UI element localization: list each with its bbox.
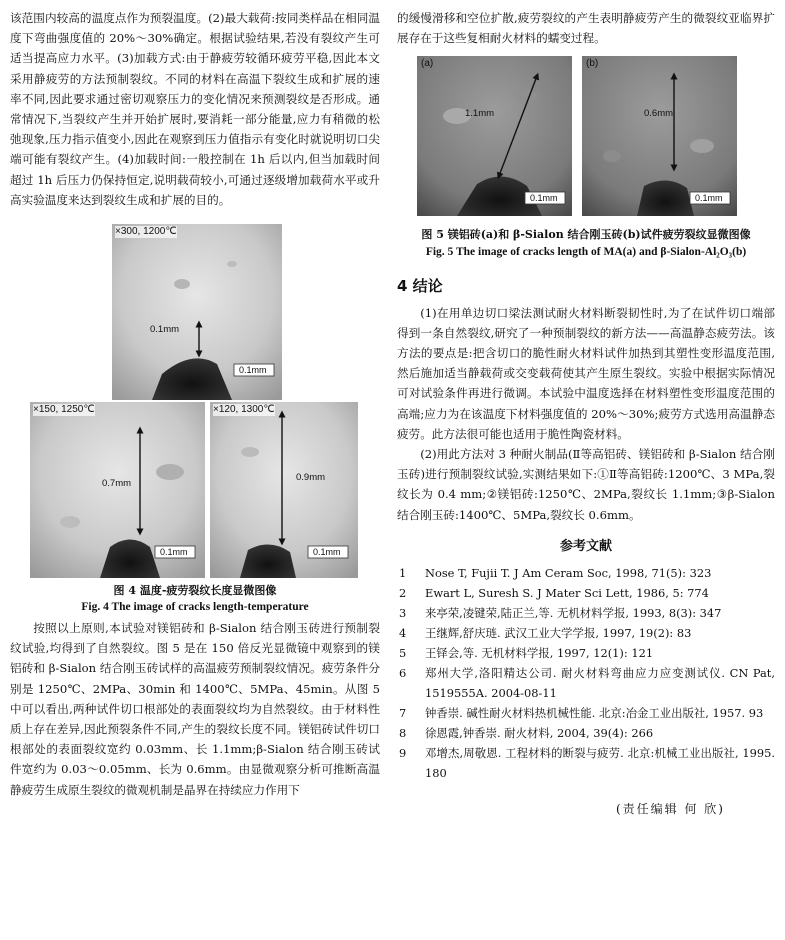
reference-text: 钟香崇. 碱性耐火材料热机械性能. 北京:冶金工业出版社, 1957. 93 [425,706,764,721]
reference-number: 7 [399,706,407,721]
fig4-panel-2-label: ×150, 1250℃ [33,404,95,416]
figure-5 [397,56,775,268]
reference-number: 5 [399,646,407,661]
reference-number: 9 [399,746,407,761]
fig4-caption-en: Fig. 4 The image of cracks length-temperature [81,601,309,614]
reference-item [397,583,775,603]
reference-text: 王铎会,等. 无机材料学报, 1997, 12(1): 121 [425,646,654,661]
reference-text: 邓增杰,周敬恩. 工程材料的断裂与疲劳. 北京:机械工业出版社, 1995. 180 [425,746,775,781]
fig4-panel-1 [112,224,282,400]
continued-paragraph: 的缓慢滑移和空位扩散,疲劳裂纹的产生表明静疲劳产生的微裂纹亚临界扩展存在于这些复相耐火材料的蠕变过程。 [397,11,775,46]
right-column [397,8,775,819]
conclusion-paragraph-2: (2)用此方法对 3 种耐火制品(Ⅱ等高铝砖、镁铝砖和 β-Sialon 结合刚玉砖)进行预制裂纹试验,实测结果如下:①Ⅱ等高铝砖:1200℃、3 MPa,裂纹长为 0.4 mm;②镁铝砖:1250℃、2MPa,裂纹长 1.1mm;③β-Sialon 结合刚玉砖:1400℃、5MPa,裂纹长 0.6mm。 [397,447,775,522]
reference-item [397,563,775,583]
fig5-panel-b [582,56,737,216]
fig4-panel-2-length: 0.7mm [102,478,132,490]
section-title: 4 结论 [397,277,443,296]
reference-item [397,663,775,703]
reference-number: 6 [399,666,407,681]
fig5-panel-a-length: 1.1mm [465,108,495,120]
reference-number: 2 [399,586,407,601]
fig4-panel-2-scale: 0.1mm [160,547,188,558]
fig4-panel-1-scale: 0.1mm [239,365,267,376]
body-paragraph-2: 按照以上原则,本试验对镁铝砖和 β-Sialon 结合刚玉砖进行预制裂纹试验,均得到了自然裂纹。图 5 是在 150 倍反光显微镜中观察到的镁铝砖和 β-Sialon 结合刚玉砖试样的高温疲劳预制裂纹情况。疲劳条件分别是 1250℃、2MPa、30min 和 1400℃、5MPa、45min。从图 5 中可以看出,两种试件切口根部处的表面裂纹均为自然裂纹。由于材料性质上存在差异,因此预裂条件不同,产生的裂纹长度不同。镁铝砖试件切口根部处的表面裂纹宽约 0.03mm、长 1.1mm;β-Sialon 结合刚玉砖试件宽约为 0.03～0.05mm、长为 0.6mm。由显微观察分析可推断高温静疲劳生成原生裂纹的微观机制是晶界在持续应力作用下 [10,621,380,797]
reference-item [397,723,775,743]
fig4-panel-3-scale: 0.1mm [313,547,341,558]
fig5-panel-b-label: (b) [586,58,599,70]
fig4-panel-1-label: ×300, 1200℃ [115,226,177,238]
fig5-caption-cn: 图 5 镁铝砖(a)和 β-Sialon 结合刚玉砖(b)试件疲劳裂纹显微图像 [421,228,751,242]
reference-text: 来亭荣,凌键荣,陆正兰,等. 无机材料学报, 1993, 8(3): 347 [425,606,722,621]
fig5-panel-a [417,56,572,216]
fig4-panel-3-label: ×120, 1300℃ [213,404,275,416]
reference-text: 王继辉,舒庆琏. 武汉工业大学学报, 1997, 19(2): 83 [425,626,692,641]
reference-item [397,703,775,723]
figure-4 [10,224,380,614]
fig4-panel-3-length: 0.9mm [296,472,326,484]
intro-paragraph: 该范围内较高的温度点作为预裂温度。(2)最大载荷:按同类样品在相同温度下弯曲强度值的 20%～30%确定。根据试验结果,若没有裂纹产生可适当提高应力水平。(3)加载方式:由于静疲劳较循环疲劳平稳,因此本文采用静疲劳的方法预制裂纹。不同的材料在高温下裂纹生成和扩展的速率不同,因此要求通过密切观察压力的变化情况来预测裂纹是否形成。通常情况下,当裂纹产生并开始扩展时,要消耗一部分能量,应力有稍微的松弛现象,压力指示值变小,因此在观察到压力值指示有变化时就说明切口尖端可能有裂纹产生。(4)加载时间:一般控制在 1h 后以内,但当加载时间超过 1h 后压力仍保持恒定,说明载荷较小,可通过逐级增加载荷水平或升高实验温度来达到裂纹生成和扩展的目的。 [10,11,380,207]
fig5-panel-b-length: 0.6mm [644,108,674,120]
conclusion-paragraph-1: (1)在用单边切口梁法测试耐火材料断裂韧性时,为了在试件切口端部得到一条自然裂纹,研究了一种预制裂纹的新方法——高温静态疲劳法。该方法的要点是:把含切口的脆性耐火材料试件加热到其塑性变形温度范围,然后施加适当静载荷或交变载荷使其产生原生裂纹。实验中根据实际情况可对试验条件再进行微调。本试验中温度选择在材料塑性变形温度范围的高端;应力为在该温度下材料强度值的 20%～30%;疲劳方式选用高温静态疲劳。此方法很可能也适用于脆性陶瓷材料。 [397,305,775,441]
reference-item [397,743,775,783]
reference-text: Ewart L, Suresh S. J Mater Sci Lett, 1986, 5: 774 [425,586,709,601]
fig5-caption-en: Fig. 5 The image of cracks length of MA(a) and β-Sialon-Al₂O₃(b) [425,246,747,259]
reference-item [397,643,775,663]
fig4-panel-3 [210,402,358,578]
fig4-caption-cn: 图 4 温度-疲劳裂纹长度显微图像 [113,584,277,598]
fig5-panel-a-label: (a) [421,58,434,70]
reference-item [397,603,775,623]
left-column [10,8,380,800]
reference-number: 4 [399,626,407,641]
fig4-panel-1-length: 0.1mm [150,324,180,336]
reference-text: 郑州大学,洛阳精达公司. 耐火材料弯曲应力应变测试仪. CN Pat, 1519555A. 2004-08-11 [425,666,775,701]
reference-item [397,623,775,643]
reference-text: Nose T, Fujii T. J Am Ceram Soc, 1998, 71(5): 323 [425,566,712,581]
editor-credit: (责任编辑 何 欣) [616,802,725,817]
fig5-panel-a-scale: 0.1mm [530,193,558,204]
reference-list [397,563,775,783]
reference-number: 3 [399,606,407,621]
reference-number: 1 [399,566,407,581]
fig4-panel-2 [30,402,205,578]
references-title: 参考文献 [559,538,612,554]
reference-number: 8 [399,726,407,741]
fig5-panel-b-scale: 0.1mm [695,193,723,204]
reference-text: 徐恩霞,钟香崇. 耐火材料, 2004, 39(4): 266 [425,726,654,741]
